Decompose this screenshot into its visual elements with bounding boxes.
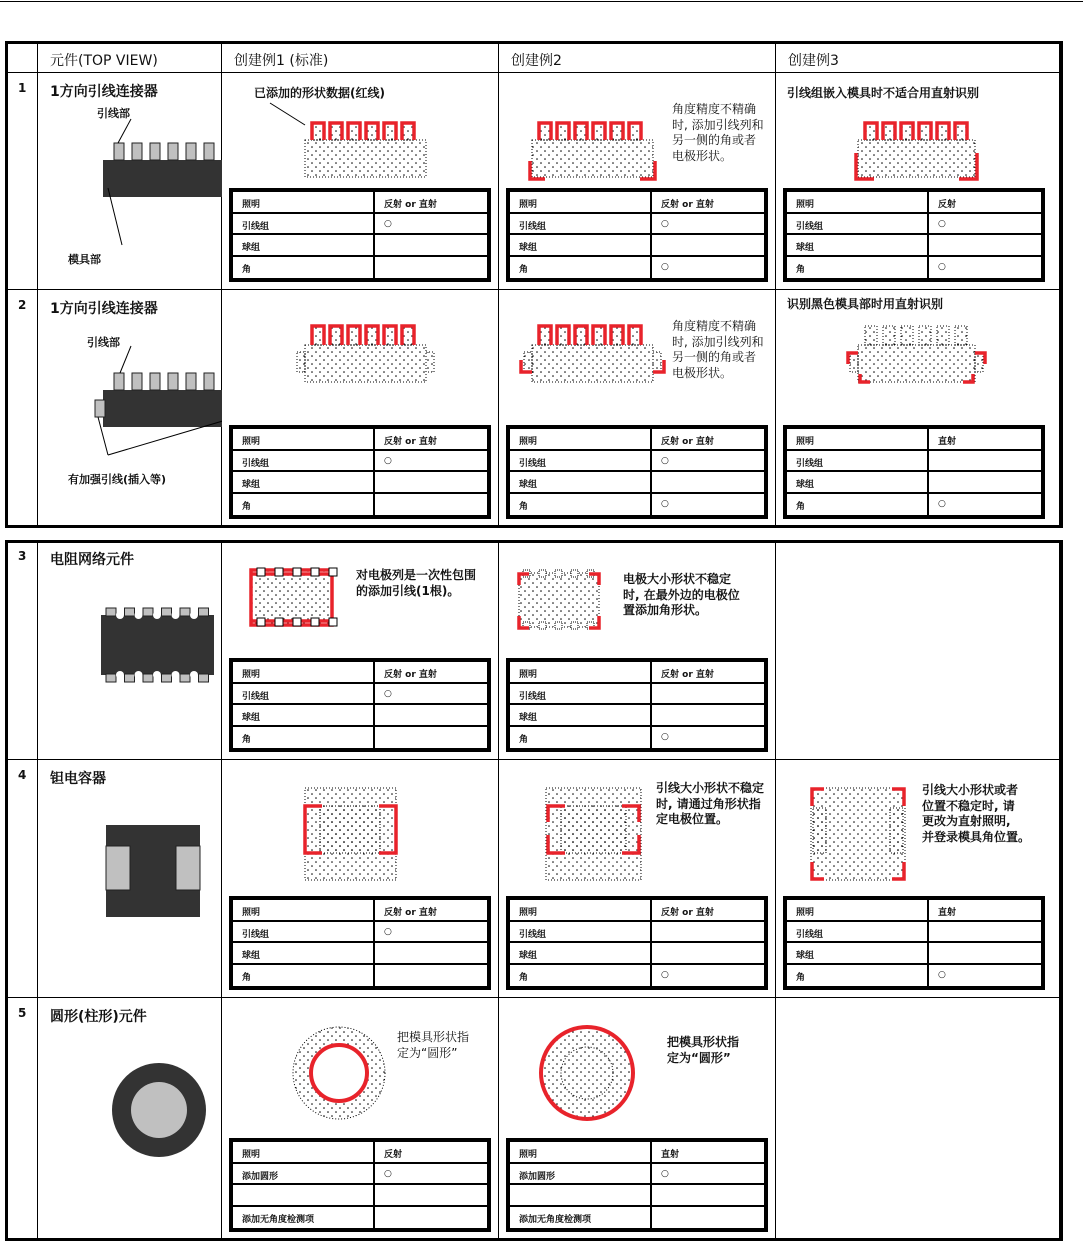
setting-value: ○ xyxy=(938,498,946,509)
note-line: 时, 添加引线列和 xyxy=(672,117,764,132)
setting-label: 球组 xyxy=(787,472,929,494)
example-cell-3 xyxy=(776,760,1060,998)
setting-value xyxy=(652,472,764,494)
row-number: 3 xyxy=(6,541,38,760)
setting-label: 球组 xyxy=(787,943,929,965)
row-number: 4 xyxy=(6,760,38,998)
row-number: 5 xyxy=(6,998,38,1240)
example-note xyxy=(787,86,979,102)
header-num xyxy=(6,42,38,73)
setting-value xyxy=(375,472,487,494)
setting-value: ○ xyxy=(375,1164,487,1186)
example-note xyxy=(672,319,764,381)
setting-value xyxy=(375,494,487,516)
setting-label: 球组 xyxy=(510,705,652,727)
setting-value: ○ xyxy=(652,214,764,236)
setting-label: 引线组 xyxy=(233,684,375,706)
setting-value: ○ xyxy=(375,214,487,236)
setting-label: 照明 xyxy=(510,192,652,214)
setting-label: 照明 xyxy=(233,192,375,214)
setting-value xyxy=(375,965,487,987)
setting-label xyxy=(233,1185,375,1207)
setting-value: 直射 xyxy=(652,1142,764,1164)
setting-label: 角 xyxy=(510,965,652,987)
setting-value xyxy=(652,235,764,257)
note-line: 引线大小形状或者 xyxy=(922,783,1019,797)
settings-table xyxy=(229,1138,491,1232)
example-note xyxy=(922,783,1030,845)
note-line: 并登录模具角位置。 xyxy=(922,829,1031,844)
note-line: 电极形状。 xyxy=(672,365,733,380)
component-name: 电阻网络元件 xyxy=(50,552,134,568)
example-note xyxy=(623,572,740,619)
settings-table xyxy=(506,425,768,519)
setting-label: 球组 xyxy=(233,705,375,727)
setting-label: 球组 xyxy=(233,943,375,965)
example-cell-1 xyxy=(222,760,499,998)
setting-value: ○ xyxy=(929,214,1041,236)
settings-table xyxy=(229,896,491,990)
setting-label: 添加无角度检测项 xyxy=(510,1207,652,1229)
setting-label: 球组 xyxy=(233,235,375,257)
setting-value xyxy=(929,451,1041,473)
example-note xyxy=(787,297,943,313)
setting-value: 反射 or 直射 xyxy=(652,192,764,214)
note-line: 时, 请通过角形状指 xyxy=(656,796,761,811)
setting-label: 照明 xyxy=(233,1142,375,1164)
setting-label: 引线组 xyxy=(787,922,929,944)
setting-label: 添加无角度检测项 xyxy=(233,1207,375,1229)
component-drawing xyxy=(38,541,222,760)
top-rule xyxy=(0,1,1083,2)
header-col_ex1: 创建例1 (标准) xyxy=(222,42,499,73)
setting-label: 照明 xyxy=(787,192,929,214)
setting-value: 反射 or 直射 xyxy=(375,662,487,684)
setting-label: 角 xyxy=(233,727,375,749)
setting-value xyxy=(652,1207,764,1229)
example-cell-2 xyxy=(499,541,776,760)
setting-label: 照明 xyxy=(510,900,652,922)
note-line: 定电极位置。 xyxy=(656,812,729,826)
setting-label: 角 xyxy=(787,965,929,987)
note-line: 把模具形状指 xyxy=(667,1035,740,1049)
example-note xyxy=(672,102,764,164)
row-number: 1 xyxy=(6,73,38,290)
setting-label: 照明 xyxy=(510,429,652,451)
setting-label: 照明 xyxy=(233,429,375,451)
setting-value: ○ xyxy=(661,498,669,509)
example-cell-3 xyxy=(776,541,1060,760)
setting-value: 反射 or 直射 xyxy=(375,900,487,922)
example-cell-3 xyxy=(776,73,1060,290)
setting-label: 引线组 xyxy=(510,684,652,706)
setting-label: 角 xyxy=(510,257,652,279)
setting-value xyxy=(375,727,487,749)
setting-label: 引线组 xyxy=(510,214,652,236)
setting-value xyxy=(929,235,1041,257)
note-line: 另一侧的角或者 xyxy=(672,350,757,364)
component-cell xyxy=(38,290,222,527)
setting-value: ○ xyxy=(938,969,946,980)
note-line: 引线大小形状不稳定 xyxy=(656,781,765,795)
note-line: 另一侧的角或者 xyxy=(672,133,757,147)
setting-label: 照明 xyxy=(787,429,929,451)
setting-value xyxy=(929,943,1041,965)
setting-label: 添加圆形 xyxy=(510,1164,652,1186)
setting-label: 球组 xyxy=(233,472,375,494)
setting-label: 球组 xyxy=(787,235,929,257)
setting-value xyxy=(652,922,764,944)
note-line: 时, 添加引线列和 xyxy=(672,334,764,349)
example-note xyxy=(656,781,764,828)
component-cell xyxy=(38,998,222,1240)
setting-value: ○ xyxy=(661,731,669,742)
note-line: 电极大小形状不稳定 xyxy=(623,572,732,586)
setting-label: 引线组 xyxy=(510,451,652,473)
setting-value xyxy=(375,943,487,965)
note-line: 位置不稳定时, 请 xyxy=(922,798,1015,813)
component-name: 1方向引线连接器 xyxy=(50,84,158,100)
setting-value: 反射 or 直射 xyxy=(652,662,764,684)
note-line: 角度精度不精确 xyxy=(672,319,757,333)
row-number: 2 xyxy=(6,290,38,527)
setting-label: 照明 xyxy=(787,900,929,922)
note-line: 识别黑色模具部时用直射识别 xyxy=(787,297,944,311)
setting-value xyxy=(375,235,487,257)
setting-value: ○ xyxy=(652,1164,764,1186)
setting-value: ○ xyxy=(652,451,764,473)
settings-table xyxy=(506,896,768,990)
header-col_ex2: 创建例2 xyxy=(499,42,776,73)
component-cell xyxy=(38,73,222,290)
setting-value xyxy=(652,943,764,965)
setting-label: 球组 xyxy=(510,472,652,494)
example-cell-1 xyxy=(222,998,499,1240)
setting-value xyxy=(375,705,487,727)
settings-table xyxy=(506,1138,768,1232)
note-line: 定为“圆形” xyxy=(667,1050,731,1065)
setting-value: 反射 or 直射 xyxy=(375,192,487,214)
header-col_component: 元件(TOP VIEW) xyxy=(38,42,222,73)
setting-value: 直射 xyxy=(929,900,1041,922)
note-line: 引线组嵌入模具时不适合用直射识别 xyxy=(787,86,980,100)
setting-label: 引线组 xyxy=(233,451,375,473)
setting-label: 角 xyxy=(787,494,929,516)
setting-label: 引线组 xyxy=(787,451,929,473)
setting-value xyxy=(375,257,487,279)
example-cell-2 xyxy=(499,998,776,1240)
component-drawing xyxy=(38,290,222,527)
setting-label: 角 xyxy=(233,494,375,516)
component-name: 钽电容器 xyxy=(50,771,106,787)
component-drawing xyxy=(38,73,222,290)
note-line: 把模具形状指 xyxy=(397,1030,470,1044)
component-label: 模具部 xyxy=(68,253,101,266)
setting-label: 角 xyxy=(510,727,652,749)
example-note xyxy=(667,1035,739,1066)
example-cell-2 xyxy=(499,760,776,998)
setting-value xyxy=(375,1207,487,1229)
component-cell xyxy=(38,541,222,760)
settings-table xyxy=(229,425,491,519)
example-cell-2 xyxy=(499,73,776,290)
component-drawing xyxy=(38,760,222,998)
component-name: 1方向引线连接器 xyxy=(50,301,158,317)
setting-value xyxy=(929,922,1041,944)
setting-value xyxy=(652,1185,764,1207)
setting-value: ○ xyxy=(375,922,487,944)
example-note xyxy=(254,86,385,102)
note-line: 电极形状。 xyxy=(672,148,733,163)
setting-label xyxy=(510,1185,652,1207)
setting-value xyxy=(652,684,764,706)
settings-table xyxy=(783,188,1045,282)
example-cell-1 xyxy=(222,290,499,527)
setting-value: 反射 or 直射 xyxy=(652,900,764,922)
settings-table xyxy=(783,896,1045,990)
setting-value: 反射 xyxy=(929,192,1041,214)
setting-label: 角 xyxy=(787,257,929,279)
settings-table xyxy=(506,188,768,282)
setting-value xyxy=(652,705,764,727)
setting-value: 反射 or 直射 xyxy=(375,429,487,451)
settings-table xyxy=(229,658,491,752)
component-label: 有加强引线(插入等) xyxy=(68,473,167,486)
setting-label: 照明 xyxy=(510,662,652,684)
example-cell-2 xyxy=(499,290,776,527)
example-note xyxy=(356,568,476,599)
setting-label: 角 xyxy=(510,494,652,516)
settings-table xyxy=(506,658,768,752)
settings-table xyxy=(229,188,491,282)
example-cell-3 xyxy=(776,290,1060,527)
component-label: 引线部 xyxy=(97,107,130,120)
setting-value xyxy=(929,472,1041,494)
note-line: 定为“圆形” xyxy=(397,1045,458,1060)
component-drawing xyxy=(38,998,222,1240)
example-cell-1 xyxy=(222,541,499,760)
setting-label: 添加圆形 xyxy=(233,1164,375,1186)
setting-value: ○ xyxy=(938,261,946,272)
setting-value: 直射 xyxy=(929,429,1041,451)
setting-label: 照明 xyxy=(233,662,375,684)
setting-label: 球组 xyxy=(510,235,652,257)
note-line: 角度精度不精确 xyxy=(672,102,757,116)
setting-value xyxy=(375,1185,487,1207)
setting-value: ○ xyxy=(375,451,487,473)
component-cell xyxy=(38,760,222,998)
setting-value: ○ xyxy=(375,684,487,706)
note-line: 对电极列是一次性包围 xyxy=(356,568,477,582)
example-cell-1 xyxy=(222,73,499,290)
note-line: 已添加的形状数据(红线) xyxy=(254,86,385,100)
note-line: 时, 在最外边的电极位 xyxy=(623,587,740,602)
setting-label: 照明 xyxy=(233,900,375,922)
setting-label: 引线组 xyxy=(510,922,652,944)
settings-table xyxy=(783,425,1045,519)
setting-value: 反射 or 直射 xyxy=(652,429,764,451)
setting-value: ○ xyxy=(661,261,669,272)
example-cell-3 xyxy=(776,998,1060,1240)
setting-label: 球组 xyxy=(510,943,652,965)
component-label: 引线部 xyxy=(87,336,120,349)
header-col_ex3: 创建例3 xyxy=(776,42,1060,73)
setting-value: 反射 xyxy=(375,1142,487,1164)
setting-label: 引线组 xyxy=(787,214,929,236)
setting-label: 角 xyxy=(233,965,375,987)
component-name: 圆形(柱形)元件 xyxy=(50,1009,147,1025)
note-line: 的添加引线(1根)。 xyxy=(356,583,460,598)
note-line: 更改为直射照明, xyxy=(922,814,1011,828)
example-note xyxy=(397,1030,469,1061)
setting-label: 引线组 xyxy=(233,922,375,944)
note-line: 置添加角形状。 xyxy=(623,603,708,617)
setting-label: 照明 xyxy=(510,1142,652,1164)
setting-label: 角 xyxy=(233,257,375,279)
setting-label: 引线组 xyxy=(233,214,375,236)
setting-value: ○ xyxy=(661,969,669,980)
